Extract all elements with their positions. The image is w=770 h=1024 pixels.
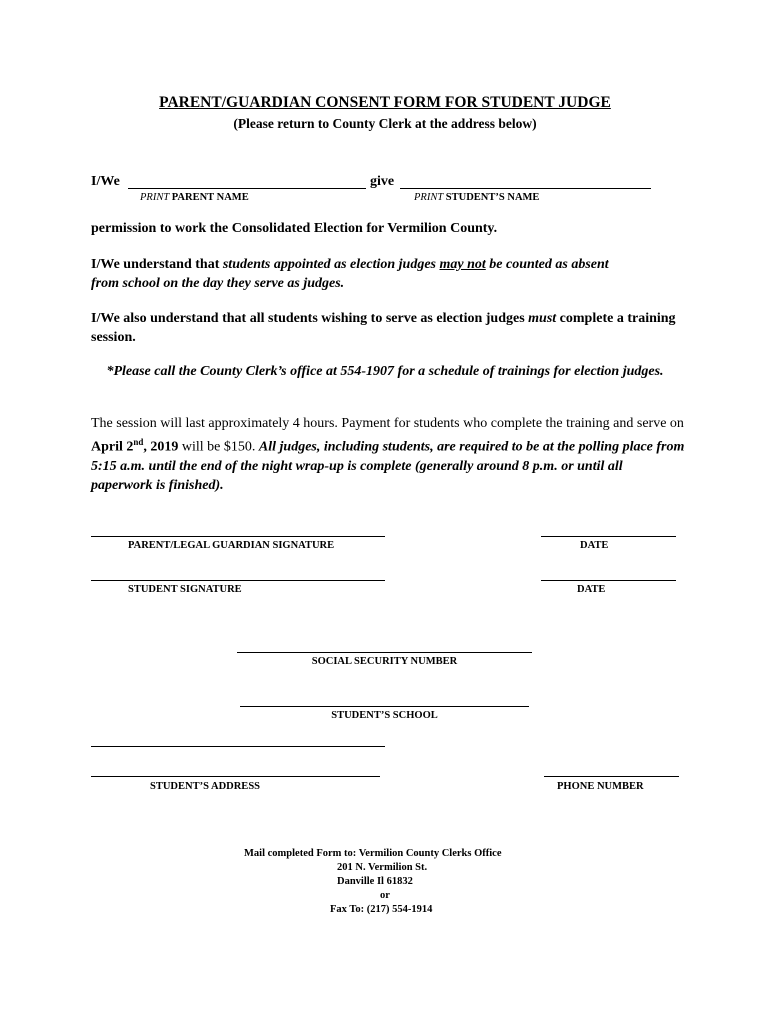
call-note-text: *Please call the County Clerk’s office at 554-1907 for a schedule of trainings for election judges. — [106, 364, 664, 379]
parent-name-field[interactable] — [128, 188, 366, 189]
absence-statement — [91, 255, 691, 293]
absence-italic-1: students appointed as election judges — [222, 257, 440, 272]
ssn-line[interactable] — [237, 652, 532, 653]
parent-date-line[interactable] — [541, 536, 676, 537]
session-date-suffix: nd — [133, 437, 144, 447]
mail-line-4: or — [380, 890, 390, 901]
address-line-1[interactable] — [91, 746, 385, 747]
session-text-2: will be $150. — [178, 439, 259, 455]
call-note — [100, 362, 670, 381]
parent-signature-label: PARENT/LEGAL GUARDIAN SIGNATURE — [128, 540, 335, 551]
parent-print-prefix: PRINT — [140, 192, 170, 203]
student-signature-label: STUDENT SIGNATURE — [128, 584, 242, 595]
parent-print-label: PARENT NAME — [171, 192, 249, 203]
ssn-label: SOCIAL SECURITY NUMBER — [311, 656, 458, 667]
mail-line-5: Fax To: (217) 554-1914 — [330, 904, 433, 915]
parent-name-caption — [140, 192, 249, 203]
may-not-emphasis: may not — [439, 257, 486, 272]
give-label: give — [370, 174, 395, 189]
absence-italic-2: be counted as absent — [485, 257, 609, 272]
mail-line-2: 201 N. Vermilion St. — [337, 862, 428, 873]
student-print-prefix: PRINT — [414, 192, 444, 203]
session-requirement: All judges, including students, are required to be at the polling place from 5:15 a.m. until the end of the night wrap-up is complete (generally around 8 p.m. or until all paperwork is finished). — [91, 439, 685, 493]
student-signature-line[interactable] — [91, 580, 385, 581]
school-label: STUDENT’S SCHOOL — [331, 710, 438, 721]
phone-line[interactable] — [544, 776, 679, 777]
session-date: April 2 — [91, 439, 134, 455]
parent-signature-line[interactable] — [91, 536, 385, 537]
school-line[interactable] — [240, 706, 529, 707]
form-subtitle: (Please return to County Clerk at the address below) — [233, 116, 537, 131]
must-emphasis: must — [528, 311, 557, 326]
session-year: , 2019 — [143, 439, 179, 455]
training-end: complete a training session. — [91, 311, 676, 345]
mail-line-1: Mail completed Form to: Vermilion County Clerks Office — [244, 848, 502, 859]
absence-intro: I/We understand that — [91, 257, 223, 272]
student-name-field[interactable] — [400, 188, 651, 189]
address-label: STUDENT’S ADDRESS — [150, 781, 260, 792]
session-paragraph — [91, 414, 687, 495]
address-line-2[interactable] — [91, 776, 380, 777]
student-date-line[interactable] — [541, 580, 676, 581]
mail-line-3: Danville Il 61832 — [337, 876, 413, 887]
phone-label: PHONE NUMBER — [557, 781, 644, 792]
absence-italic-3: from school on the day they serve as judges. — [91, 276, 345, 291]
training-intro: I/We also understand that all students wishing to serve as election judges — [91, 311, 529, 326]
form-title: PARENT/GUARDIAN CONSENT FORM FOR STUDENT JUDGE — [159, 94, 611, 111]
student-name-caption — [414, 192, 539, 203]
session-text-1: The session will last approximately 4 hours. Payment for students who complete the training and serve on — [91, 416, 684, 431]
permission-statement: permission to work the Consolidated Election for Vermilion County. — [91, 221, 498, 236]
student-print-label: STUDENT’S NAME — [445, 192, 540, 203]
training-statement — [91, 309, 691, 347]
parent-date-label: DATE — [580, 540, 609, 551]
iwe-label: I/We — [91, 174, 120, 189]
student-date-label: DATE — [577, 584, 606, 595]
